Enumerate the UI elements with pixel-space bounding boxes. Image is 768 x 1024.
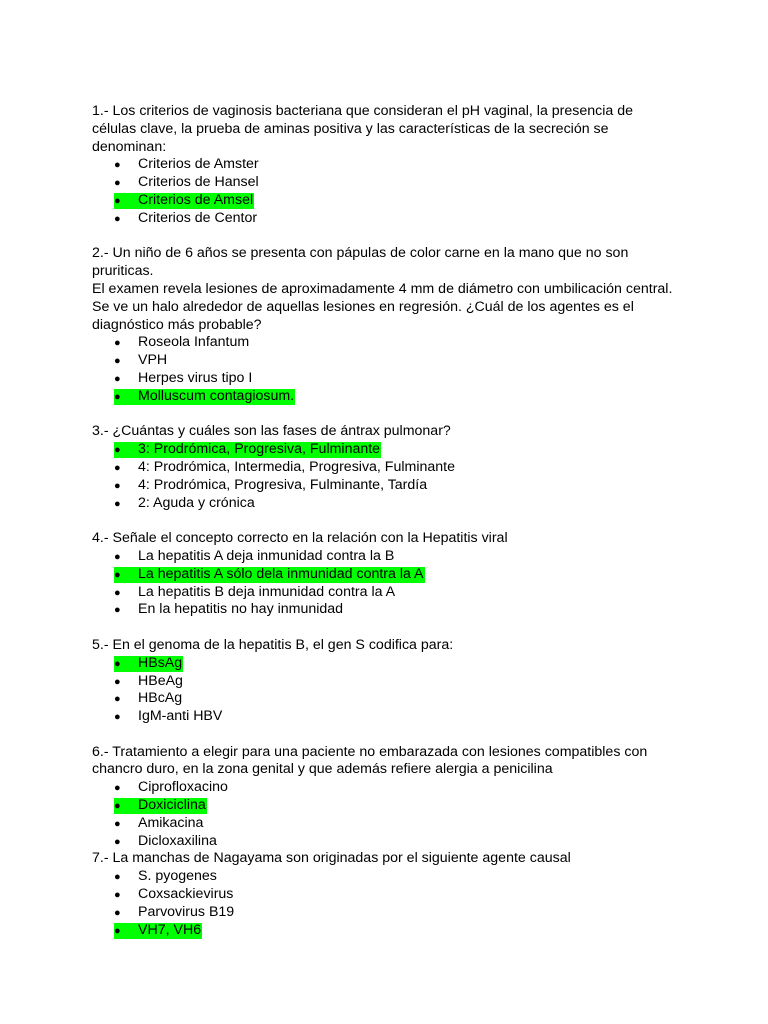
answer-text: 4: Prodrómica, Intermedia, Progresiva, Fulminante <box>138 458 455 475</box>
answer-list <box>92 655 728 726</box>
answer-list <box>92 156 728 227</box>
question-3 <box>92 423 728 512</box>
answer-text: La hepatitis A deja inmunidad contra la B <box>138 547 395 564</box>
question-line: chancro duro, en la zona genital y que además refiere alergia a penicilina <box>92 761 553 778</box>
bullet-icon: ● <box>114 924 121 937</box>
answer-list <box>92 779 728 850</box>
answer-option <box>92 904 728 922</box>
bullet-icon: ● <box>114 194 121 207</box>
bullet-icon: ● <box>114 889 121 902</box>
question-line: 3.- ¿Cuántas y cuáles son las fases de ántrax pulmonar? <box>92 423 451 440</box>
bullet-icon: ● <box>114 604 121 617</box>
bullet-icon: ● <box>114 586 121 599</box>
question-line: 6.- Tratamiento a elegir para una paciente no embarazada con lesiones compatibles con <box>92 743 648 760</box>
answer-text: HBsAg <box>138 654 183 671</box>
bullet-icon: ● <box>114 568 121 581</box>
highlight-marker <box>114 656 183 672</box>
answer-option <box>92 174 728 192</box>
question-line: Se ve un halo alrededor de aquellas lesiones en regresión. ¿Cuál de los agentes es el <box>92 298 634 315</box>
question-line: 1.- Los criterios de vaginosis bacteriana que consideran el pH vaginal, la presencia de <box>92 103 634 119</box>
highlight-marker <box>114 923 202 939</box>
answer-text: Parvovirus B19 <box>138 903 235 920</box>
bullet-icon: ● <box>114 711 121 724</box>
answer-option <box>92 459 728 477</box>
bullet-icon: ● <box>114 444 121 457</box>
answer-option-correct <box>92 797 728 815</box>
question-7 <box>92 850 728 939</box>
answer-text: VPH <box>138 352 168 369</box>
bullet-icon: ● <box>114 782 121 795</box>
bullet-icon: ● <box>114 372 121 385</box>
answer-text: 3: Prodrómica, Progresiva, Fulminante <box>138 441 381 458</box>
question-text <box>92 103 728 156</box>
question-line: células clave, la prueba de aminas positiva y las características de la secreción se <box>92 120 609 137</box>
highlight-marker <box>114 389 295 405</box>
bullet-icon: ● <box>114 212 121 225</box>
question-4 <box>92 530 728 619</box>
answer-option-correct <box>92 388 728 406</box>
bullet-icon: ● <box>114 675 121 688</box>
question-text <box>92 530 728 548</box>
bullet-icon: ● <box>114 479 121 492</box>
bullet-icon: ● <box>114 550 121 563</box>
answer-option <box>92 584 728 602</box>
answer-option <box>92 548 728 566</box>
answer-option-correct <box>92 192 728 210</box>
question-text <box>92 744 728 780</box>
bullet-icon: ● <box>114 497 121 510</box>
answer-option-correct <box>92 566 728 584</box>
bullet-icon: ● <box>114 337 121 350</box>
answer-option <box>92 352 728 370</box>
question-line: 5.- En el genoma de la hepatitis B, el gen S codifica para: <box>92 636 454 653</box>
answer-option <box>92 601 728 619</box>
answer-option <box>92 868 728 886</box>
spacer <box>92 228 728 246</box>
question-line: diagnóstico más probable? <box>92 316 262 333</box>
answer-text: Criterios de Amsel <box>138 191 254 208</box>
answer-text: Molluscum contagiosum. <box>138 387 295 404</box>
bullet-icon: ● <box>114 906 121 919</box>
answer-option <box>92 779 728 797</box>
answer-text: Coxsackievirus <box>138 886 234 903</box>
bullet-icon: ● <box>114 159 121 172</box>
answer-text: VH7, VH6 <box>138 921 202 938</box>
answer-list <box>92 548 728 619</box>
question-6 <box>92 744 728 851</box>
bullet-icon: ● <box>114 355 121 368</box>
answer-option <box>92 690 728 708</box>
answer-text: Herpes virus tipo I <box>138 369 253 386</box>
question-line: denominan: <box>92 138 167 155</box>
answer-text: IgM-anti HBV <box>138 708 223 725</box>
answer-text: Criterios de Amster <box>138 156 259 173</box>
spacer <box>92 726 728 744</box>
bullet-icon: ● <box>114 390 121 403</box>
highlight-marker <box>114 798 207 814</box>
answer-text: Amikacina <box>138 814 204 831</box>
answer-text: Doxiciclina <box>138 797 206 814</box>
highlight-marker <box>114 567 425 583</box>
answer-option <box>92 495 728 513</box>
spacer <box>92 406 728 424</box>
bullet-icon: ● <box>114 461 121 474</box>
answer-text: HBcAg <box>138 690 183 707</box>
highlight-marker <box>114 442 381 458</box>
bullet-icon: ● <box>114 657 121 670</box>
answer-option <box>92 370 728 388</box>
answer-option-correct <box>92 655 728 673</box>
answer-list <box>92 334 728 405</box>
question-text <box>92 637 728 655</box>
answer-text: Criterios de Centor <box>138 209 258 226</box>
answer-text: Dicloxaxilina <box>138 832 217 849</box>
answer-option <box>92 156 728 174</box>
answer-text: La hepatitis B deja inmunidad contra la A <box>138 583 396 600</box>
question-line: 2.- Un niño de 6 años se presenta con pápulas de color carne en la mano que no son <box>92 245 629 262</box>
answer-text: 4: Prodrómica, Progresiva, Fulminante, Tardía <box>138 476 428 493</box>
answer-option <box>92 334 728 352</box>
answer-text: En la hepatitis no hay inmunidad <box>138 601 344 618</box>
answer-option <box>92 210 728 228</box>
answer-text: HBeAg <box>138 672 183 689</box>
answer-option <box>92 886 728 904</box>
answer-text: La hepatitis A sólo dela inmunidad contra la A <box>138 565 424 582</box>
bullet-icon: ● <box>114 835 121 848</box>
bullet-icon: ● <box>114 817 121 830</box>
answer-option <box>92 673 728 691</box>
answer-text: S. pyogenes <box>138 868 217 885</box>
highlight-marker <box>114 193 254 209</box>
question-5 <box>92 637 728 726</box>
bullet-icon: ● <box>114 693 121 706</box>
answer-option-correct <box>92 441 728 459</box>
question-line: El examen revela lesiones de aproximadamente 4 mm de diámetro con umbilicación central. <box>92 280 673 297</box>
answer-option <box>92 815 728 833</box>
answer-option <box>92 833 728 851</box>
question-text <box>92 245 728 334</box>
answer-option <box>92 708 728 726</box>
question-line: 7.- La manchas de Nagayama son originadas por el siguiente agente causal <box>92 850 571 867</box>
answer-text: Criterios de Hansel <box>138 174 259 191</box>
question-2 <box>92 245 728 405</box>
question-line: 4.- Señale el concepto correcto en la relación con la Hepatitis viral <box>92 530 508 547</box>
bullet-icon: ● <box>114 177 121 190</box>
answer-text: Roseola Infantum <box>138 334 250 351</box>
answer-list <box>92 868 728 939</box>
bullet-icon: ● <box>114 800 121 813</box>
spacer <box>92 619 728 637</box>
question-text <box>92 423 728 441</box>
bullet-icon: ● <box>114 871 121 884</box>
answer-list <box>92 441 728 512</box>
question-1 <box>92 103 728 228</box>
spacer <box>92 512 728 530</box>
question-line: pruriticas. <box>92 263 154 280</box>
answer-text: 2: Aguda y crónica <box>138 494 255 511</box>
answer-option <box>92 477 728 495</box>
answer-text: Ciprofloxacino <box>138 779 228 796</box>
question-text <box>92 850 728 868</box>
answer-option-correct <box>92 922 728 940</box>
